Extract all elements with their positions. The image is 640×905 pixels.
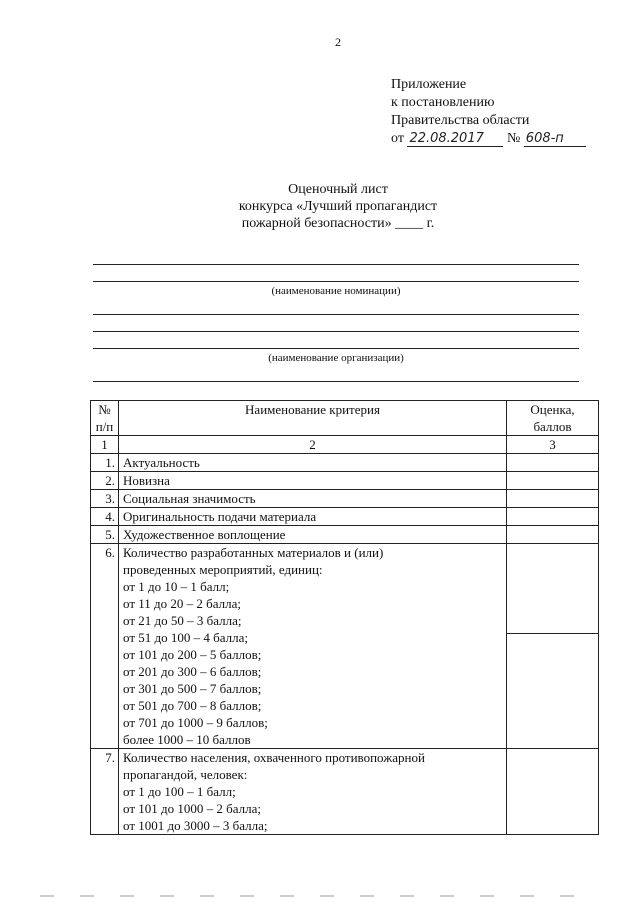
table-row	[91, 490, 599, 508]
row-number: 7.	[91, 749, 119, 835]
blank-line	[93, 314, 579, 315]
blank-line	[93, 281, 579, 282]
header-num: № п/п	[91, 401, 119, 436]
row-number: 2.	[91, 472, 119, 490]
criterion-line: от 301 до 500 – 7 баллов;	[123, 681, 262, 696]
appendix-decree: к постановлению	[391, 95, 495, 110]
score-cell	[507, 490, 599, 508]
row-number: 1.	[91, 454, 119, 472]
criterion-line: от 501 до 700 – 8 баллов;	[123, 698, 262, 713]
appendix-government: Правительства области	[391, 113, 530, 128]
blank-line	[93, 264, 579, 265]
contest-name-cont: пожарной безопасности» ____ г.	[241, 216, 435, 231]
nomination-caption: (наименование номинации)	[271, 285, 401, 297]
criterion-line: от 21 до 50 – 3 балла;	[123, 613, 242, 628]
blank-line	[93, 348, 579, 349]
criterion-line: от 1 до 100 – 1 балл;	[123, 784, 236, 799]
blank-line	[93, 331, 579, 332]
criterion-line: Количество разработанных материалов и (или)	[123, 545, 384, 560]
index-cell: 3	[507, 436, 599, 454]
table-row	[91, 454, 599, 472]
index-cell: 2	[119, 436, 507, 454]
contest-name: конкурса «Лучший пропагандист	[238, 199, 438, 214]
criterion-line: от 1 до 10 – 1 балл;	[123, 579, 230, 594]
handwritten-date: 22.08.2017	[407, 132, 503, 147]
sheet-title: Оценочный лист	[288, 182, 388, 197]
table-row	[91, 544, 599, 749]
criterion-line: от 701 до 1000 – 9 баллов;	[123, 715, 268, 730]
table-row	[91, 526, 599, 544]
row-number: 6.	[91, 544, 119, 749]
table-row	[91, 508, 599, 526]
criterion-line: более 1000 – 10 баллов	[123, 732, 251, 747]
criterion-cell: Оригинальность подачи материала	[119, 508, 507, 526]
appendix-label: Приложение	[391, 77, 467, 92]
header-criterion: Наименование критерия	[119, 401, 507, 436]
header-score: Оценка, баллов	[507, 401, 599, 436]
criterion-cell: Социальная значимость	[119, 490, 507, 508]
table-row	[91, 472, 599, 490]
appendix-date-line	[391, 130, 586, 148]
criterion-cell: Актуальность	[119, 454, 507, 472]
row-number: 3.	[91, 490, 119, 508]
criterion-cell: Новизна	[119, 472, 507, 490]
score-cell	[507, 508, 599, 526]
criteria-table	[90, 400, 599, 835]
score-cell	[507, 454, 599, 472]
score-divider	[507, 544, 598, 634]
criterion-line: проведенных мероприятий, единиц:	[123, 562, 323, 577]
criterion-line: от 1001 до 3000 – 3 балла;	[123, 818, 268, 833]
criterion-cell: Художественное воплощение	[119, 526, 507, 544]
date-prefix: от	[391, 131, 404, 146]
criterion-line: от 51 до 100 – 4 балла;	[123, 630, 248, 645]
score-cell	[507, 472, 599, 490]
row-number: 5.	[91, 526, 119, 544]
criterion-cell	[119, 749, 507, 835]
scan-artifact-marks	[40, 895, 600, 897]
blank-line	[93, 381, 579, 382]
score-cell	[507, 544, 599, 749]
criterion-line: от 201 до 300 – 6 баллов;	[123, 664, 262, 679]
handwritten-number: 608-п	[524, 132, 586, 147]
organization-caption: (наименование организации)	[268, 352, 404, 364]
criterion-line: от 101 до 200 – 5 баллов;	[123, 647, 262, 662]
page-number: 2	[335, 35, 341, 49]
criterion-line: от 11 до 20 – 2 балла;	[123, 596, 241, 611]
index-cell: 1	[91, 436, 119, 454]
row-number: 4.	[91, 508, 119, 526]
criterion-line: Количество населения, охваченного противопожарной	[123, 750, 425, 765]
score-cell	[507, 526, 599, 544]
score-cell	[507, 749, 599, 835]
criterion-line: пропагандой, человек:	[123, 767, 248, 782]
criterion-cell	[119, 544, 507, 749]
number-sign: №	[506, 131, 521, 146]
table-header-row	[91, 401, 599, 436]
index-row	[91, 436, 599, 454]
criterion-line: от 101 до 1000 – 2 балла;	[123, 801, 261, 816]
table-row	[91, 749, 599, 835]
